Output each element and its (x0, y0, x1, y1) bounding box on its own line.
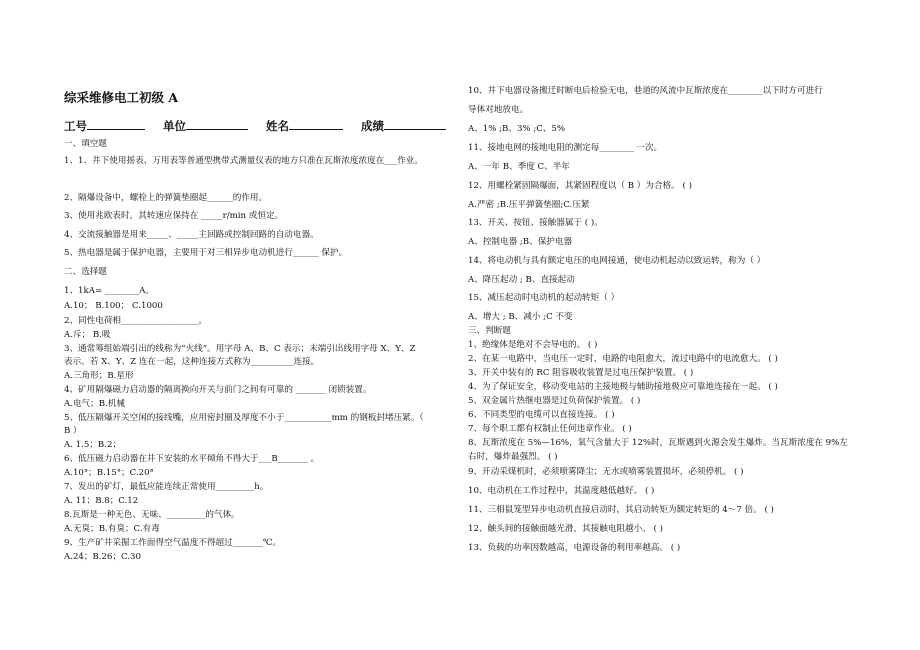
judgment-line: 2、在某一电路中，当电压一定时，电路的电阻愈大，流过电路中的电流愈大。 ( ) (468, 354, 778, 364)
question-line: 1、1、井下使用摇表、万用表等普通型携带式测量仪表的地方只准在瓦斯浓度浓度在___作业。 (64, 156, 423, 166)
judgment-line: 4、为了保证安全，移动变电站的主接地极与辅助接地极应可靠地连接在一起。 ( ) (468, 382, 778, 392)
answer-options: A、控制电器 ;B、保护电器 (468, 237, 573, 247)
answer-options: A. 1.5；B.2； (64, 440, 122, 450)
answer-options: A.严密 ;B.压平弹簧垫圈;C.压紧 (468, 200, 590, 210)
question-line: 表示。若 X、Y、Z 连在一起，这种连接方式称为__________连接。 (64, 357, 320, 367)
question-line: 5、热电器是属于保护电器，主要用于对三相异步电动机进行______ 保护。 (64, 248, 348, 258)
field-xingming-label: 姓名 (266, 119, 290, 133)
field-danwei-blank[interactable] (186, 117, 248, 130)
header-fields (64, 117, 460, 134)
answer-options: A.10； B.100； C.1000 (64, 301, 163, 311)
judgment-line: 13、负载的功率因数越高，电源设备的利用率越高。 ( ) (468, 543, 681, 553)
judgment-line: 右时，爆炸最强烈。 ( ) (468, 452, 558, 462)
answer-options: A、降压起动 ; B、直接起动 (468, 275, 575, 285)
question-line: 1、1kA= ________A。 (64, 286, 155, 296)
field-danwei (163, 117, 248, 134)
judgment-line: 9、开动采煤机时，必须喷雾降尘；无水或喷雾装置损坏，必须停机。 ( ) (468, 467, 744, 477)
answer-options: A、一年 B、季度 C、半年 (468, 162, 570, 172)
exam-title: 综采维修电工初级 A (64, 90, 179, 105)
question-line: 3、通常筹组始端引出的线称为“火线”。用字母 A、B、C 表示；末端引出线用字母 X、Y、Z (64, 344, 416, 354)
judgment-line: 1、绝缘体是绝对不会导电的。 ( ) (468, 340, 598, 350)
question-line: 13、开关、按钮、接触器属于 ( )。 (468, 218, 603, 228)
question-line: 2、隔爆设备中，螺栓上的弹簧垫圈起______的作用。 (64, 193, 268, 203)
judgment-line: 12、触头间的接触面越光滑，其接触电阻越小。 ( ) (468, 524, 663, 534)
answer-options: A.无臭；B.有臭；C.有毒 (64, 524, 160, 534)
judgment-line: 3、开关中装有的 RC 阻容吸收装置是过电压保护装置。 ( ) (468, 368, 694, 378)
judgment-line: 8、瓦斯浓度在 5%—16%，氧气含量大于 12%时，瓦斯遇到火源会发生爆炸。当瓦斯浓度在 9%左 (468, 438, 848, 448)
field-danwei-label: 单位 (163, 119, 187, 133)
field-xingming-blank[interactable] (289, 117, 343, 130)
section-heading: 三、判断题 (468, 326, 511, 336)
question-line: 10、井下电器设备搬迁时断电后检验无电，巷道的风流中瓦斯浓度在________以下时方可进行 (468, 86, 823, 96)
judgment-line: 10、电动机在工作过程中，其温度越低越好。 ( ) (468, 486, 655, 496)
question-line: 11、接地电网的接地电阻的测定每________ 一次。 (468, 143, 663, 153)
field-chengji (361, 117, 446, 134)
field-chengji-blank[interactable] (384, 117, 446, 130)
question-line: 2、同性电荷相__________________。 (64, 316, 207, 326)
question-line: 8.瓦斯是一种无色、无味、_________的气体。 (64, 510, 240, 520)
answer-options: A.电气；B.机械 (64, 399, 125, 409)
question-line: 3、使用兆欧表时，其转速应保持在 _____r/min 或恒定。 (64, 211, 284, 221)
question-line: 4、矿用隔爆磁力启动器的隔离换向开关与前门之间有可靠的 _______ 闭锁装置。 (64, 385, 372, 395)
section-heading: 一、填空题 (64, 139, 107, 149)
question-line: 9、生产矿井采掘工作面得空气温度不得超过_______℃。 (64, 538, 282, 548)
answer-options: A、1% ;B、3% ;C、5% (468, 124, 566, 134)
field-gonghao-label: 工号 (64, 119, 87, 133)
field-gonghao-blank[interactable] (87, 117, 145, 130)
question-line: 导体对地放电。 (468, 105, 529, 115)
answer-options: A.24；B.26；C.30 (64, 552, 141, 562)
question-line: 7、发出的矿灯，最低应能连续正常使用_________h。 (64, 482, 269, 492)
judgment-line: 11、三相鼠笼型异步电动机直接启动时，其启动转矩为额定转矩的 4～7 倍。 ( ) (468, 505, 774, 515)
question-line: 5、低压隔爆开关空闲的接线嘴，应用密封圈及厚度不小于___________mm 的钢板封堵压紧。（ (64, 413, 424, 423)
answer-options: A.三角形；B.星形 (64, 371, 134, 381)
field-xingming (266, 117, 343, 134)
answer-options: A.斥； B.吸 (64, 330, 111, 340)
field-gonghao (64, 117, 145, 134)
question-line: B ） (64, 426, 82, 436)
judgment-line: 5、双金属片热继电器是过负荷保护装置。 ( ) (468, 396, 641, 406)
question-line: 6、低压磁力启动器在井下安装的水平倾角不得大于___B_______ 。 (64, 454, 320, 464)
field-chengji-label: 成绩 (361, 119, 385, 133)
judgment-line: 6、不同类型的电缆可以直接连接。 ( ) (468, 410, 615, 420)
judgment-line: 7、每个职工都有权制止任何违章作业。 ( ) (468, 424, 632, 434)
answer-options: A.10°；B.15°；C.20° (64, 468, 154, 478)
question-line: 4、交流接触器是用来_____、_____主回路或控制回路的自动电器。 (64, 230, 319, 240)
section-heading: 二、选择题 (64, 267, 107, 277)
answer-options: A、增大 ; B、减小 ;C 不变 (468, 312, 573, 322)
question-line: 12、用螺栓紧固隔爆面，其紧固程度以（ B ）为合格。 ( ) (468, 181, 692, 191)
question-line: 15、减压起动时电动机的起动转矩（ ） (468, 293, 620, 303)
answer-options: A. 11；B.8；C.12 (64, 496, 139, 506)
question-line: 14、将电动机与具有额定电压的电网接通，使电动机起动以致运转，称为（ ） (468, 256, 766, 266)
